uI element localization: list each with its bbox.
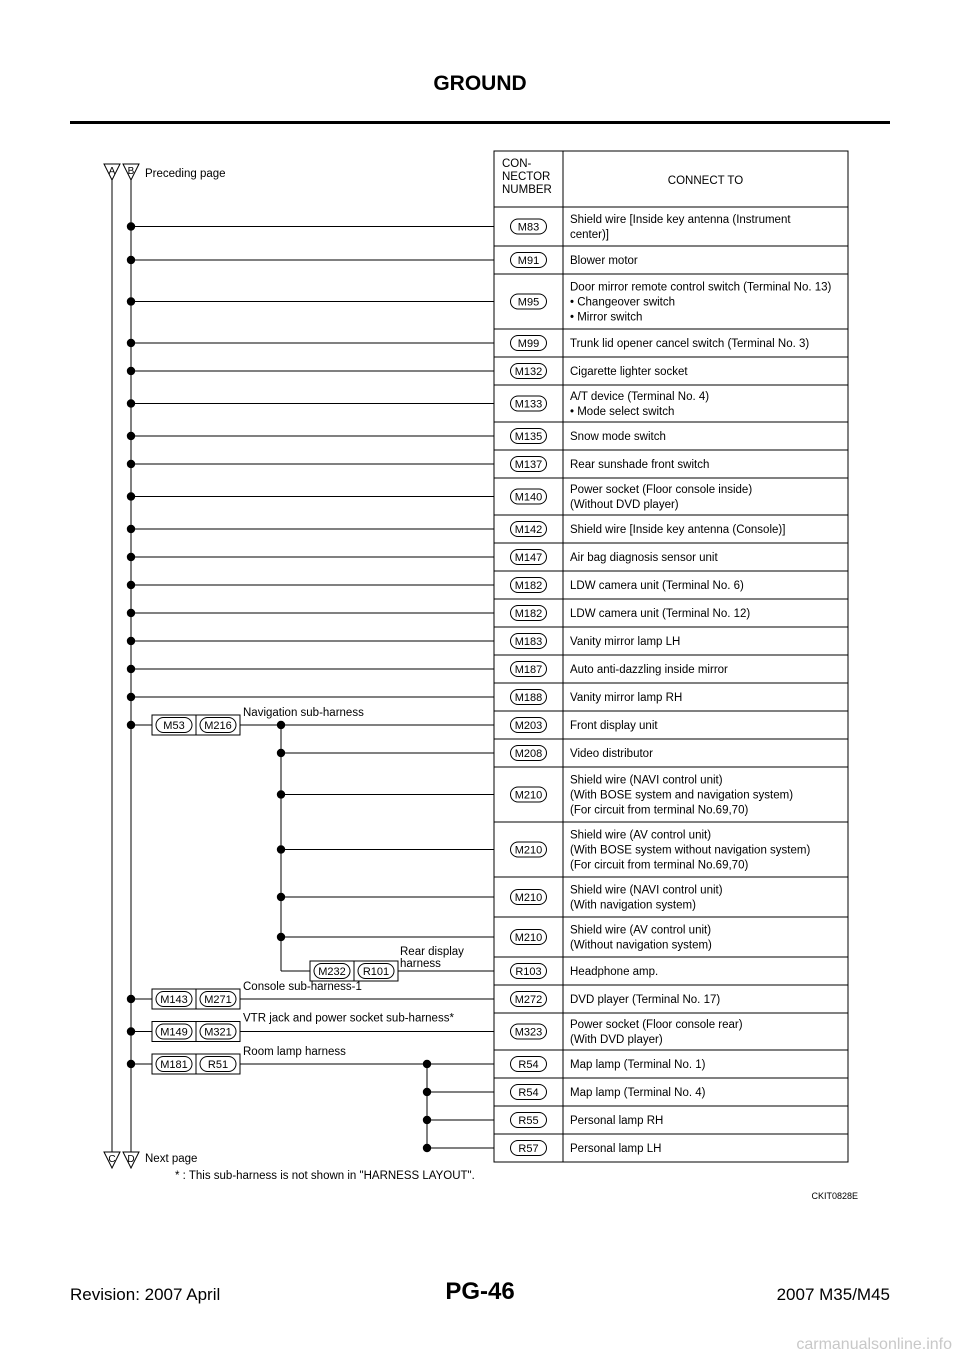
branch-junction-dot (277, 790, 285, 798)
connector-M210-label: M210 (514, 789, 543, 802)
connector-R103-label: R103 (515, 966, 542, 978)
connect-to-text: Headphone amp. (570, 966, 659, 978)
connector-M182-label: M182 (514, 580, 543, 592)
connector-M133-label: M133 (514, 398, 543, 411)
connect-to-text: Power socket (Floor console inside) (570, 484, 753, 496)
connector-M140-label: M140 (514, 491, 543, 504)
connect-to-text: Trunk lid opener cancel switch (Terminal No. 3) (570, 338, 810, 350)
table-row (494, 1134, 848, 1162)
connect-to-text: Auto anti-dazzling inside mirror (570, 664, 728, 676)
trunk-junction-dot (127, 399, 135, 407)
trunk-junction-dot (127, 1060, 135, 1068)
watermark: carmanualsonline.info (796, 1336, 952, 1353)
connect-to-text: Shield wire (AV control unit) (570, 829, 712, 842)
connect-to-text: (With navigation system) (570, 899, 696, 912)
connect-to-text: Map lamp (Terminal No. 4) (570, 1087, 706, 1099)
trunk-junction-dot (127, 297, 135, 305)
table-row (494, 711, 848, 739)
connect-to-text: Personal lamp LH (570, 1143, 662, 1155)
trunk-junction-dot (127, 339, 135, 347)
branch-junction-dot (423, 1144, 431, 1152)
connect-to-text: (Without navigation system) (570, 939, 712, 952)
junction-R101-pill-label: R101 (362, 966, 390, 978)
trunk-junction-dot (127, 432, 135, 440)
table-row (494, 957, 848, 985)
connect-to-text: • Mode select switch (570, 406, 675, 418)
connector-M99-label: M99 (517, 338, 540, 350)
connector-arrow-a-label: A (108, 166, 116, 177)
junction-M321-pill-label: M321 (204, 1026, 232, 1039)
connect-to-text: Rear sunshade front switch (570, 459, 710, 471)
junction-M271-pill-label: M271 (204, 994, 232, 1006)
branch-junction-dot (277, 933, 285, 941)
connect-to-text: Shield wire [Inside key antenna (Instrument (570, 214, 791, 226)
connect-to-text: LDW camera unit (Terminal No. 12) (570, 608, 751, 620)
trunk-junction-dot (127, 525, 135, 533)
table-row (494, 1106, 848, 1134)
connector-M210-label: M210 (514, 844, 543, 857)
connect-to-text: (With BOSE system without navigation system) (570, 844, 811, 857)
connect-to-text: LDW camera unit (Terminal No. 6) (570, 580, 744, 592)
junction-M143-pill-label: M143 (160, 994, 188, 1006)
connect-to-text: Shield wire (AV control unit) (570, 924, 712, 937)
connector-M147-label: M147 (514, 552, 543, 564)
connect-to-text: A/T device (Terminal No. 4) (570, 391, 710, 403)
connector-M272-label: M272 (514, 994, 543, 1006)
connect-to-text: • Mirror switch (570, 311, 643, 324)
connector-arrow-b-label: B (127, 166, 135, 177)
connect-to-text: Cigarette lighter socket (570, 366, 688, 378)
trunk-junction-dot (127, 1027, 135, 1035)
branch-junction-dot (423, 1116, 431, 1124)
connect-to-text: (With BOSE system and navigation system) (570, 789, 794, 802)
harness-label-vtr: VTR jack and power socket sub-harness* (243, 1012, 454, 1025)
connect-to-text: (Without DVD player) (570, 499, 679, 511)
preceding-page-label: Preceding page (145, 168, 226, 180)
connector-arrow-c-label: C (108, 1154, 116, 1165)
branch-junction-dot (423, 1060, 431, 1068)
junction-M181-pill-label: M181 (160, 1059, 188, 1071)
connector-M210-label: M210 (514, 932, 543, 944)
connect-to-text: Personal lamp RH (570, 1115, 664, 1127)
connector-M183-label: M183 (514, 636, 543, 648)
footer-page-number: PG-46 (445, 1278, 515, 1305)
connect-to-text: (With DVD player) (570, 1034, 663, 1046)
next-page-label: Next page (145, 1153, 198, 1165)
trunk-junction-dot (127, 665, 135, 673)
connect-to-text: Shield wire (NAVI control unit) (570, 884, 723, 897)
connector-M210-label: M210 (514, 892, 543, 904)
connector-M135-label: M135 (514, 431, 543, 443)
trunk-junction-dot (127, 492, 135, 500)
table-row (494, 207, 848, 246)
junction-M216-pill-label: M216 (204, 720, 232, 732)
header-connector-number: NUMBER (502, 184, 552, 196)
branch-junction-dot (277, 749, 285, 757)
table-row (494, 246, 848, 274)
connect-to-text: Video distributor (570, 748, 653, 760)
page-title: GROUND (433, 72, 527, 95)
header-connector-number: NECTOR (502, 171, 551, 183)
connector-M132-label: M132 (514, 366, 543, 378)
connect-to-text: Shield wire (NAVI control unit) (570, 774, 723, 787)
connect-to-text: DVD player (Terminal No. 17) (570, 994, 721, 1006)
connector-M323-label: M323 (514, 1026, 543, 1039)
junction-M149-pill-label: M149 (160, 1026, 188, 1039)
connect-to-text: (For circuit from terminal No.69,70) (570, 804, 749, 817)
connector-R55-label: R55 (518, 1115, 539, 1127)
junction-M232-pill-label: M232 (318, 966, 346, 978)
branch-junction-dot (277, 721, 285, 729)
connector-M83-label: M83 (517, 221, 540, 234)
connect-to-text: Snow mode switch (570, 431, 666, 443)
table-row (494, 739, 848, 767)
trunk-junction-dot (127, 256, 135, 264)
branch-junction-dot (277, 845, 285, 853)
footnote: * : This sub-harness is not shown in "HARNESS LAYOUT". (175, 1170, 475, 1182)
harness-label-room-lamp: Room lamp harness (243, 1046, 346, 1058)
header-connector-number: CON- (502, 158, 532, 170)
harness-label-navigation: Navigation sub-harness (243, 707, 364, 719)
connect-to-text: Front display unit (570, 720, 658, 732)
connector-R57-label: R57 (518, 1143, 539, 1155)
harness-label-rear-display: harness (400, 958, 441, 970)
footer-model: 2007 M35/M45 (776, 1285, 890, 1304)
connector-M208-label: M208 (514, 748, 543, 760)
junction-R51-pill-label: R51 (207, 1059, 229, 1071)
branch-junction-dot (277, 893, 285, 901)
connect-to-text: Vanity mirror lamp LH (570, 636, 681, 648)
connector-R54-label: R54 (518, 1087, 539, 1099)
trunk-junction-dot (127, 693, 135, 701)
connect-to-text: Shield wire [Inside key antenna (Console)] (570, 524, 786, 536)
connect-to-text: • Changeover switch (570, 296, 676, 309)
trunk-junction-dot (127, 637, 135, 645)
connector-M142-label: M142 (514, 524, 543, 536)
connector-R54-label: R54 (518, 1059, 539, 1071)
table-row (494, 422, 848, 450)
trunk-junction-dot (127, 721, 135, 729)
connect-to-text: Power socket (Floor console rear) (570, 1019, 743, 1031)
harness-label-rear-display: Rear display (400, 946, 464, 958)
connect-to-text: (For circuit from terminal No.69,70) (570, 859, 749, 872)
connector-M187-label: M187 (514, 664, 543, 676)
connect-to-text: Door mirror remote control switch (Terminal No. 13) (570, 281, 832, 294)
trunk-junction-dot (127, 609, 135, 617)
connector-M188-label: M188 (514, 692, 543, 704)
branch-junction-dot (423, 1088, 431, 1096)
connect-to-text: Map lamp (Terminal No. 1) (570, 1059, 706, 1071)
header-connect-to: CONNECT TO (667, 175, 744, 187)
connector-M95-label: M95 (517, 296, 540, 309)
trunk-junction-dot (127, 367, 135, 375)
trunk-junction-dot (127, 581, 135, 589)
trunk-junction-dot (127, 553, 135, 561)
trunk-junction-dot (127, 995, 135, 1003)
connector-M182-label: M182 (514, 608, 543, 620)
connector-arrow-d-label: D (127, 1154, 135, 1165)
connector-M203-label: M203 (514, 720, 543, 732)
connector-M91-label: M91 (517, 255, 540, 267)
connect-to-text: Blower motor (570, 255, 638, 267)
trunk-junction-dot (127, 222, 135, 230)
figure-code: CKIT0828E (811, 1191, 858, 1201)
junction-M53-pill-label: M53 (163, 720, 185, 732)
trunk-junction-dot (127, 460, 135, 468)
harness-label-console: Console sub-harness-1 (243, 981, 362, 993)
connector-M137-label: M137 (514, 459, 543, 471)
footer-revision: Revision: 2007 April (70, 1285, 221, 1304)
connect-to-text: center)] (570, 229, 609, 241)
connect-to-text: Vanity mirror lamp RH (570, 692, 683, 704)
connect-to-text: Air bag diagnosis sensor unit (570, 552, 718, 564)
